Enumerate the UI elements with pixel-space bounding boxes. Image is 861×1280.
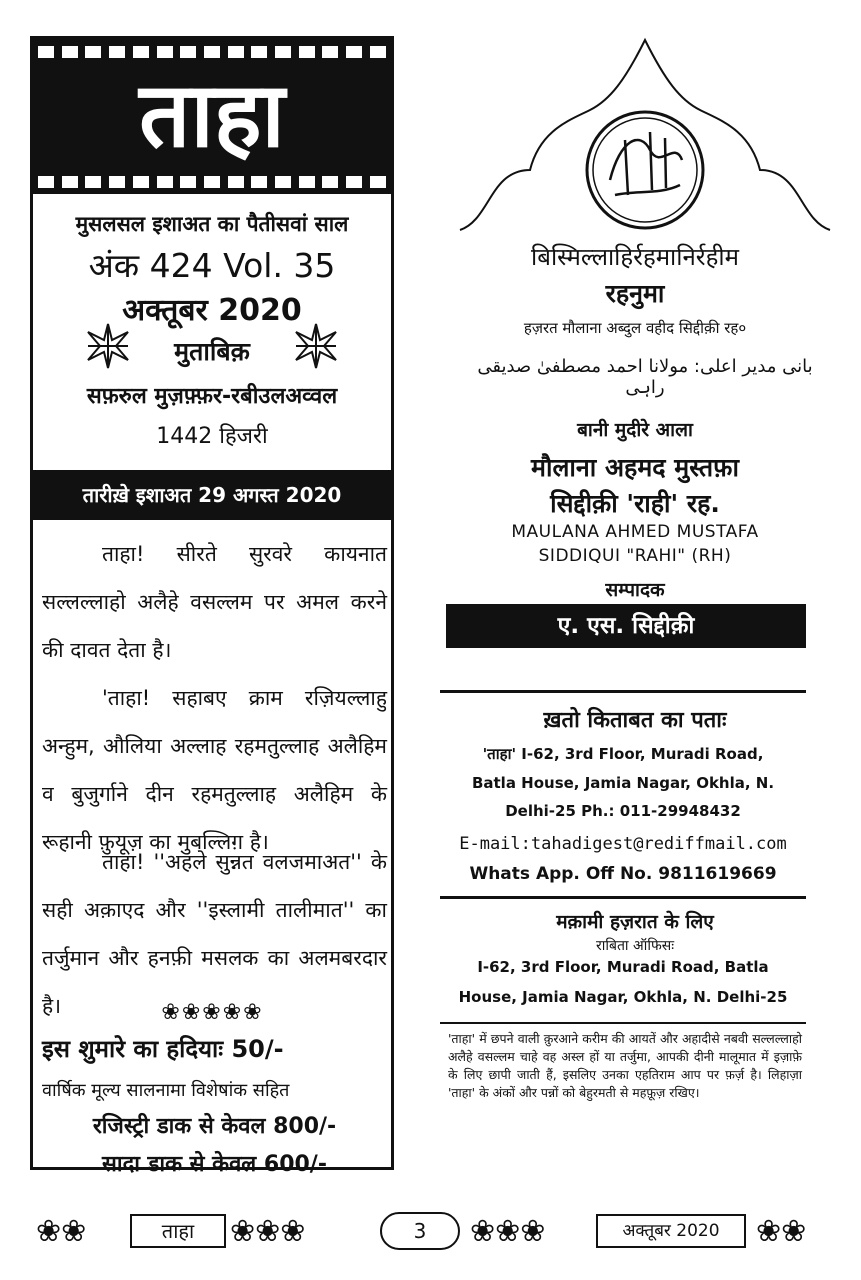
page-number: 3: [380, 1212, 460, 1250]
flower-icon: ❀❀❀: [230, 1214, 306, 1249]
price-annual-label: वार्षिक मूल्य सालनामा विशेषांक सहित: [42, 1080, 290, 1101]
local-address-2: House, Jamia Nagar, Okhla, N. Delhi-25: [458, 988, 788, 1006]
magazine-title: ताहा: [139, 63, 285, 168]
local-address-1: I-62, 3rd Floor, Muradi Road, Batla: [477, 958, 769, 976]
footer-date: अक्तूबर 2020: [596, 1214, 746, 1248]
bismillah-text: बिस्मिल्लाहिर्रहमानिर्रहीम: [531, 243, 739, 271]
issue-year-line: मुसलसल इशाअत का पैतीसवां साल: [75, 212, 349, 236]
paragraph-2: 'ताहा! सहाबए क्राम रज़ियल्लाहु अन्हुम, औलिया अल्लाह रहमतुल्लाह अलैहिम व बुजुर्गाने दीन रहमतुल्लाह अलैहिम के रूहानी फ़ुयूज़ का मुबल्लिग़ है।: [42, 686, 387, 854]
contact-phone: Delhi-25 Ph.: 011-29948432: [505, 802, 741, 820]
emblem-dome-icon: [450, 20, 840, 240]
founder-name-english-2: SIDDIQUI "RAHI" (RH): [538, 546, 732, 566]
divider: [440, 1022, 806, 1024]
local-office-label: राबिता ऑफिसः: [595, 938, 675, 954]
contact-heading: ख़तो किताबत का पताः: [543, 708, 727, 733]
founder-label: बानी मुदीरे आला: [577, 419, 693, 441]
price-registered: रजिस्ट्री डाक से केवल 800/-: [92, 1114, 337, 1139]
rahnuma-label: रहनुमा: [605, 279, 665, 308]
divider: [440, 690, 806, 693]
founder-name-hindi-2: सिद्दीक़ी 'राही' रह.: [550, 489, 720, 518]
contact-address-2: Batla House, Jamia Nagar, Okhla, N.: [471, 774, 775, 792]
editor-name-bar: ए. एस. सिद्दीक़ी: [446, 604, 806, 648]
publish-date-bar: तारीखे़ इशाअत 29 अगस्त 2020: [30, 470, 394, 520]
paragraph-1: ताहा! सीरते सुरवरे कायनात सल्लल्लाहो अलैहे वसल्लम पर अमल करने की दावत देता है।: [42, 542, 387, 662]
patron-name: हज़रत मौलाना अब्दुल वहीद सिद्दीक़ी रह०: [523, 319, 747, 337]
flower-icon: ❀❀❀: [470, 1214, 546, 1249]
urdu-founder-line: بانی مدیر اعلی: مولانا احمد مصطفیٰ صدیقی راہی: [477, 356, 813, 398]
mutabiq-label: मुताबिक़: [174, 337, 250, 366]
founder-name-hindi-1: मौलाना अहमद मुस्तफ़ा: [531, 453, 739, 482]
hijri-months: सफ़रुल मुज़फ़्फ़र-रबीउलअव्वल: [86, 384, 338, 409]
contact-address-1: 'ताहा' I-62, 3rd Floor, Muradi Road,: [482, 745, 764, 763]
contact-whatsapp: Whats App. Off No. 9811619669: [469, 864, 777, 884]
issue-month: अक्तूबर 2020: [122, 293, 302, 328]
footer-title: ताहा: [130, 1214, 226, 1248]
star-icon: [292, 322, 340, 370]
flower-ornament: ❀❀❀❀❀: [161, 1000, 264, 1025]
issue-number: अंक 424 Vol. 35: [88, 246, 336, 285]
hijri-year: 1442 हिजरी: [156, 424, 268, 449]
founder-name-english-1: MAULANA AHMED MUSTAFA: [511, 522, 759, 542]
contact-email: E-mail:tahadigest@rediffmail.com: [459, 834, 787, 854]
film-strip-top: [38, 46, 386, 58]
editor-label: सम्पादक: [605, 579, 665, 601]
price-issue: इस शुमारे का हदियाः 50/-: [42, 1035, 284, 1063]
flower-icon: ❀❀: [36, 1214, 87, 1249]
divider: [440, 896, 806, 899]
film-strip-bottom: [38, 176, 386, 188]
paragraph-3: ताहा! ''अहले सुन्नत वलजमाअत'' के सही अक़ाएद और ''इस्लामी तालीमात'' का तर्जुमान और हनफ़ी मसलक का अलमबरदार है।: [42, 850, 387, 1018]
flower-icon: ❀❀: [756, 1214, 807, 1249]
local-heading: मक़ामी हज़रात के लिए: [556, 911, 714, 933]
price-ordinary: सादा डाक से केवल 600/-: [102, 1152, 327, 1177]
respect-notice: 'ताहा' में छपने वाली क़ुरआने करीम की आयतें और अहादीसे नबवी सल्लल्लाहो अलैहे वसल्लम चाहे वह अस्ल हों या तर्जुमा, आपकी दीनी मालूमात में इज़ाफ़े के लिए छापी जाती हैं, इसलिए उनका एहतिराम आप पर फ़र्ज़ है। लिहाज़ा 'ताहा' के अंकों और पन्नों को बेहुरमती से महफ़ूज़ रखिए।: [448, 1031, 802, 1100]
